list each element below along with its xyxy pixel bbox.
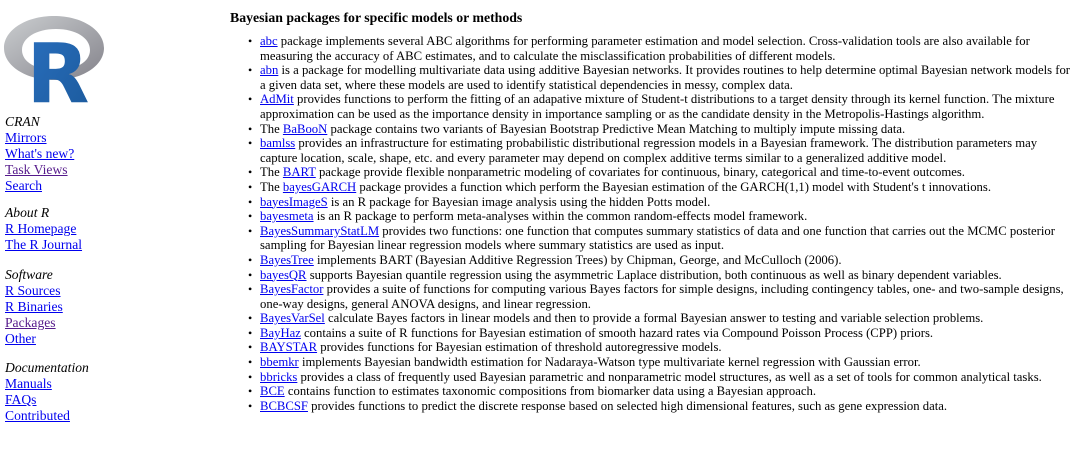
package-description: provides functions to perform the fitting of an adapative mixture of Student-t distributions to a target density through its kernel function. The mixture approximation can be used as the importance density in importance sampling or as the candidate density in the Metropolis-Hastings algorithm. — [260, 92, 1055, 121]
r-logo[interactable] — [2, 10, 106, 108]
package-item — [260, 340, 1075, 355]
package-description: package provide flexible nonparametric modeling of covariates for continuous, binary, categorical and time-to-event outcomes. — [315, 165, 965, 180]
package-item — [260, 326, 1075, 341]
package-link[interactable]: BayesFactor — [260, 282, 324, 297]
package-item — [260, 355, 1075, 370]
package-item — [260, 282, 1075, 311]
package-link[interactable]: bayesmeta — [260, 209, 314, 224]
package-item — [260, 195, 1075, 210]
package-link[interactable]: BayesTree — [260, 252, 314, 267]
nav-link-task-views[interactable]: Task Views — [5, 162, 68, 177]
package-description: calculate Bayes factors in linear models and then to provide a formal Bayesian answer to testing and variable selection problems. — [324, 311, 984, 326]
package-description: contains function to estimates taxonomic compositions from biomarker data using a Bayesian approach. — [284, 384, 817, 399]
package-description: implements Bayesian bandwidth estimation for Nadaraya-Watson type multivariate kernel regression with Gaussian error. — [298, 355, 921, 370]
package-description: provides functions to predict the discrete response based on selected high dimensional features, such as gene expression data. — [307, 398, 948, 413]
nav-link-whats-new[interactable]: What's new? — [5, 146, 75, 161]
main-content — [230, 0, 1075, 472]
package-description: supports Bayesian quantile regression using the asymmetric Laplace distribution, both continuous as well as binary dependent variables. — [306, 267, 1002, 282]
package-item — [260, 224, 1075, 253]
package-list — [230, 34, 1075, 413]
section-heading: Bayesian packages for specific models or methods — [230, 10, 523, 25]
package-description: provides an infrastructure for estimating probabilistic distributional regression models in a Bayesian framework. The distribution parameters may capture location, scale, shape, etc. and every parameter may depend on complex additive terms similar to a generalized additive model. — [260, 136, 1038, 165]
nav-heading-cran: CRAN — [5, 114, 40, 129]
package-item — [260, 399, 1075, 414]
package-item — [260, 34, 1075, 63]
package-item — [260, 311, 1075, 326]
package-link[interactable]: abc — [260, 34, 278, 48]
nav-link-mirrors[interactable]: Mirrors — [5, 130, 47, 145]
nav-link-other[interactable]: Other — [5, 331, 36, 346]
package-description: provides a class of frequently used Bayesian parametric and nonparametric model structures, as well as a set of tools for common analytical tasks. — [297, 369, 1042, 384]
nav-section-documentation — [5, 360, 89, 424]
r-logo-letter: R — [26, 27, 90, 108]
package-description: is an R package for Bayesian image analysis using the hidden Potts model. — [327, 194, 711, 209]
nav-link-contributed[interactable]: Contributed — [5, 408, 70, 423]
package-item — [260, 92, 1075, 121]
package-description: package contains two variants of Bayesian Bootstrap Predictive Mean Matching to multiply impute missing data. — [327, 121, 906, 136]
package-description: contains a suite of R functions for Bayesian estimation of smooth hazard rates via Compound Poisson Process (CPP) priors. — [300, 325, 934, 340]
package-link[interactable]: abn — [260, 63, 279, 78]
nav-link-r-journal[interactable]: The R Journal — [5, 237, 83, 252]
package-link[interactable]: bayesImageS — [260, 194, 328, 209]
nav-heading-about-r: About R — [5, 205, 50, 220]
package-link[interactable]: bayesQR — [260, 267, 307, 282]
nav-link-packages[interactable]: Packages — [5, 315, 56, 330]
package-item — [260, 209, 1075, 224]
package-item — [260, 63, 1075, 92]
package-link[interactable]: bbricks — [260, 369, 298, 384]
package-link[interactable]: BayesVarSel — [260, 311, 325, 326]
package-link[interactable]: BART — [282, 165, 316, 180]
package-description: package provides a function which perform the Bayesian estimation of the GARCH(1,1) model with Student's t innovations. — [356, 179, 991, 194]
package-link[interactable]: AdMit — [260, 92, 294, 107]
package-link[interactable]: BaBooN — [282, 121, 328, 136]
package-description: provides functions for Bayesian estimation of threshold autoregressive models. — [317, 340, 722, 355]
package-description: is an R package to perform meta-analyses within the common random-effects model framework. — [313, 209, 808, 224]
package-item — [260, 370, 1075, 385]
nav-link-r-homepage[interactable]: R Homepage — [5, 221, 77, 236]
package-description: is a package for modelling multivariate data using additive Bayesian networks. It provides routines to help determine optimal Bayesian network models for a given data set, where these models are used to identify statistical dependencies in messy, complex data. — [260, 63, 1071, 92]
package-link[interactable]: BCBCSF — [260, 398, 308, 413]
package-item — [260, 384, 1075, 399]
sidebar — [0, 0, 210, 472]
package-prefix: The — [260, 121, 283, 136]
nav-section-software — [5, 267, 63, 347]
nav-link-r-binaries[interactable]: R Binaries — [5, 299, 63, 314]
package-description: provides two functions: one function that computes summary statistics of data and one function that carries out the MCMC posterior sampling for Bayesian linear regression models where summary statistics are used as input. — [260, 223, 1055, 253]
package-link[interactable]: BayesSummaryStatLM — [260, 223, 380, 238]
package-description: implements BART (Bayesian Additive Regression Trees) by Chipman, George, and McCulloch (2006). — [313, 252, 842, 267]
package-prefix: The — [260, 165, 283, 180]
package-item — [260, 268, 1075, 283]
package-prefix: The — [260, 179, 283, 194]
nav-link-faqs[interactable]: FAQs — [5, 392, 37, 407]
package-item — [260, 180, 1075, 195]
nav-heading-documentation: Documentation — [5, 360, 89, 375]
package-item — [260, 253, 1075, 268]
package-link[interactable]: bamlss — [260, 136, 296, 151]
package-item — [260, 122, 1075, 137]
package-link[interactable]: BayHaz — [260, 325, 301, 340]
package-item — [260, 136, 1075, 165]
nav-link-search[interactable]: Search — [5, 178, 42, 193]
nav-section-about — [5, 205, 82, 253]
package-link[interactable]: BCE — [260, 384, 285, 399]
package-link[interactable]: bayesGARCH — [282, 179, 357, 194]
package-link[interactable]: BAYSTAR — [260, 340, 318, 355]
nav-link-manuals[interactable]: Manuals — [5, 376, 52, 391]
package-description: package implements several ABC algorithms for performing parameter estimation and model selection. Cross-validation tools are also available for measuring the accuracy of ABC estimates, and to calculate the misclassification probabilities of different models. — [260, 34, 1030, 63]
nav-section-cran — [5, 114, 74, 194]
nav-heading-software: Software — [5, 267, 53, 282]
package-link[interactable]: bbemkr — [260, 355, 299, 370]
package-item — [260, 165, 1075, 180]
nav-link-r-sources[interactable]: R Sources — [5, 283, 61, 298]
package-description: provides a suite of functions for computing various Bayes factors for simple designs, including contingency tables, one- and two-sample designs, one-way designs, general ANOVA designs, and linear regression. — [260, 282, 1064, 311]
